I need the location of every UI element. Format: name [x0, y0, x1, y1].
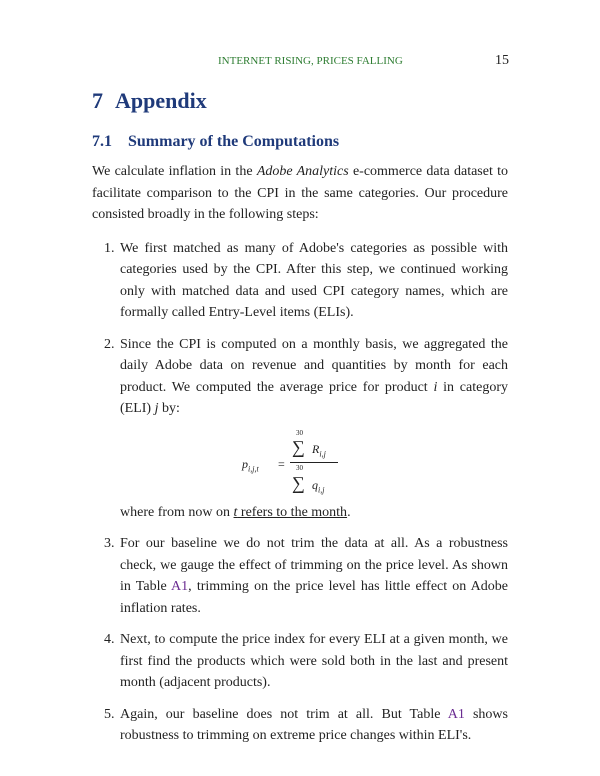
text: , trimming on the price level has little effect on Adobe inflation rates.	[120, 579, 508, 616]
list-item	[92, 238, 508, 324]
subsection-heading	[92, 132, 339, 152]
list-item	[92, 334, 508, 420]
item-number: 2.	[104, 336, 115, 352]
item-text	[120, 334, 508, 420]
sum-limit: 30	[296, 463, 303, 472]
item-number: 1.	[104, 240, 115, 256]
sum-icon: ∑	[292, 436, 305, 457]
text: .	[347, 504, 351, 520]
formula-lhs: $p_{i,j,t}$	[242, 456, 259, 473]
running-header	[0, 54, 600, 70]
item-text: We first matched as many of Adobe's categories as possible with categories used by the CPI. After this step, we continued working only with matched data and used CPI category names, which are formally called Entry-Level items (ELIs).	[120, 240, 508, 320]
text: e-commerce data dataset to facilitate comparison to the CPI in the same categories. Our procedure consisted broadly in the following steps:	[92, 164, 508, 222]
table-link[interactable]: A1	[447, 706, 465, 722]
section-title: Appendix	[115, 88, 207, 113]
body-text	[92, 161, 508, 757]
section-number: 7	[92, 88, 103, 113]
underlined-text: t refers to the month	[233, 504, 348, 520]
list-item-continuation	[92, 502, 508, 524]
sum-icon: ∑	[292, 472, 305, 493]
text: in category (ELI)	[120, 379, 509, 416]
text: where from now on	[120, 504, 234, 520]
item-text	[120, 704, 508, 747]
subsection-number: 7.1	[92, 133, 112, 150]
text: Since the CPI is computed on a monthly basis, we aggregated the daily Adobe data on revenue and quantities by month for each product. We computed the average price for product	[120, 336, 508, 395]
text: shows robustness to trimming on extreme price changes within ELI's.	[120, 706, 508, 743]
item-text: Next, to compute the price index for every ELI at a given month, we first find the products which were sold both in the last and present month (adjacent products).	[120, 632, 508, 690]
text: We calculate inflation in the	[92, 164, 257, 179]
intro-paragraph	[92, 161, 508, 226]
steps-list	[92, 238, 508, 747]
equals-sign: =	[278, 456, 285, 471]
sum-limit: 30	[296, 428, 303, 437]
subsection-title: Summary of the Computations	[128, 133, 340, 150]
variable: j	[154, 401, 159, 416]
item-number: 4.	[104, 632, 115, 647]
price-formula	[242, 430, 342, 498]
running-title: INTERNET RISING, PRICES FALLING	[218, 55, 403, 67]
table-link[interactable]: A1	[171, 579, 189, 594]
item-number: 5.	[104, 706, 115, 722]
denominator: $q_{i,j}$	[312, 477, 325, 494]
text: For our baseline we do not trim the data at all. As a robustness check, we gauge the effect of trimming on the price level. As shown in Table	[120, 536, 508, 594]
italic-text: Adobe Analytics	[256, 164, 349, 179]
text: Again, our baseline does not trim at all. But Table	[120, 706, 448, 722]
text: by:	[158, 401, 180, 416]
page-number: 15	[495, 53, 509, 68]
variable: i	[433, 379, 438, 395]
item-text	[120, 533, 508, 619]
fraction-bar	[290, 462, 338, 463]
list-item	[92, 629, 508, 694]
item-number: 3.	[104, 536, 115, 551]
numerator: $R_{i,j}$	[312, 441, 326, 458]
list-item	[92, 533, 508, 619]
section-heading	[92, 88, 207, 114]
list-item	[92, 704, 508, 747]
